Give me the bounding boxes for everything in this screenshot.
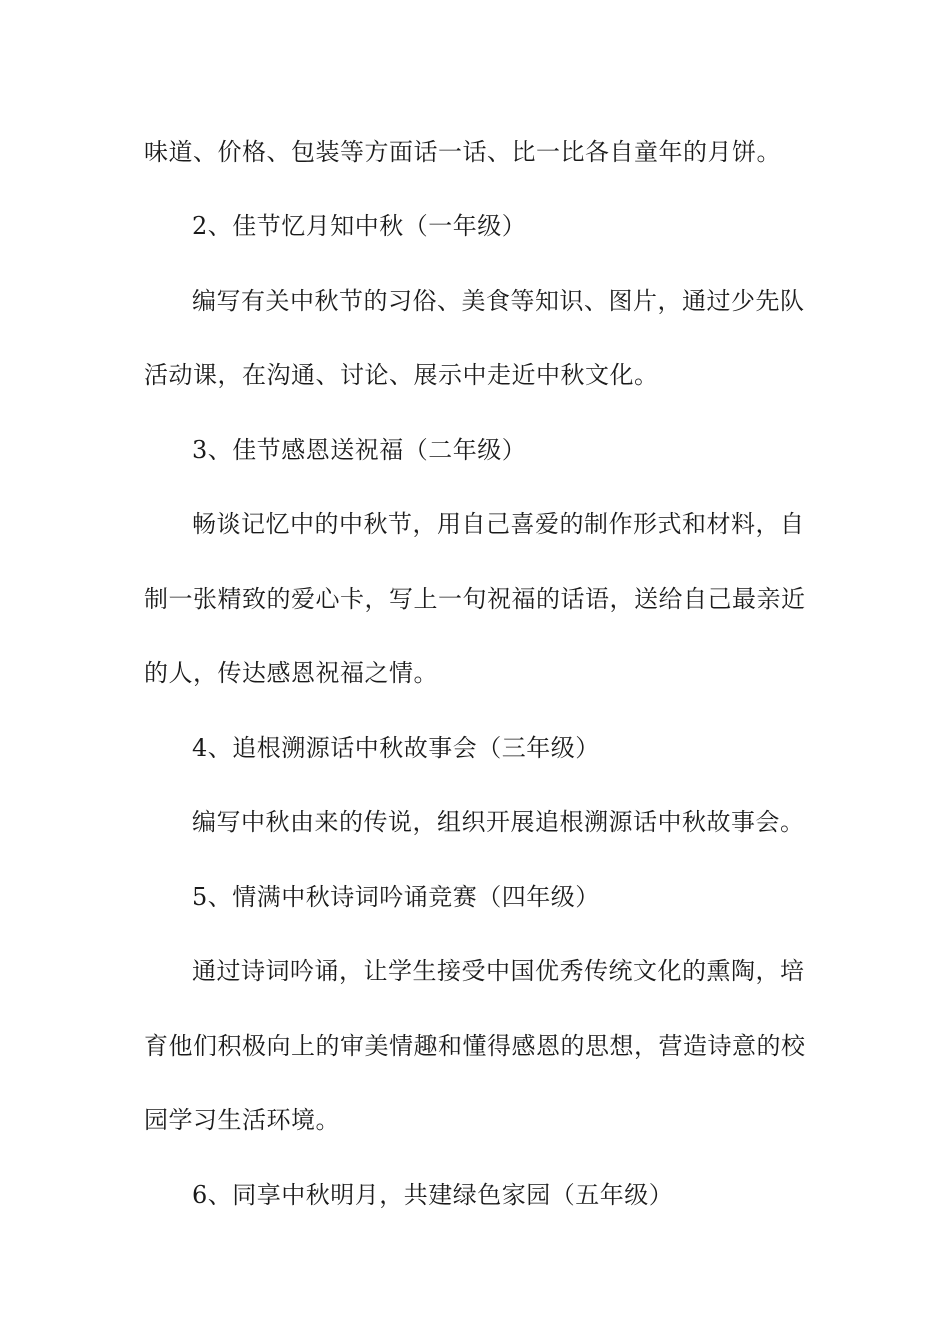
body-text-line: 的人，传达感恩祝福之情。 bbox=[144, 659, 438, 687]
section-heading: 2、佳节忆月知中秋（一年级） bbox=[192, 212, 527, 240]
section-heading: 6、同享中秋明月，共建绿色家园（五年级） bbox=[192, 1181, 674, 1209]
section-heading: 4、追根溯源话中秋故事会（三年级） bbox=[192, 734, 600, 762]
body-text-line: 畅谈记忆中的中秋节，用自己喜爱的制作形式和材料，自 bbox=[192, 510, 805, 538]
body-text-line: 活动课，在沟通、讨论、展示中走近中秋文化。 bbox=[144, 361, 659, 389]
body-text-line: 通过诗词吟诵，让学生接受中国优秀传统文化的熏陶，培 bbox=[192, 957, 805, 985]
body-text-line: 制一张精致的爱心卡，写上一句祝福的话语，送给自己最亲近 bbox=[144, 585, 806, 613]
section-heading: 5、情满中秋诗词吟诵竞赛（四年级） bbox=[192, 883, 600, 911]
body-text-line: 园学习生活环境。 bbox=[144, 1106, 340, 1134]
section-heading: 3、佳节感恩送祝福（二年级） bbox=[192, 436, 527, 464]
body-text-line: 编写中秋由来的传说，组织开展追根溯源话中秋故事会。 bbox=[192, 808, 805, 836]
body-text-line: 编写有关中秋节的习俗、美食等知识、图片，通过少先队 bbox=[192, 287, 805, 315]
body-text-line: 育他们积极向上的审美情趣和懂得感恩的思想，营造诗意的校 bbox=[144, 1032, 806, 1060]
body-text-line: 味道、价格、包装等方面话一话、比一比各自童年的月饼。 bbox=[144, 138, 781, 166]
